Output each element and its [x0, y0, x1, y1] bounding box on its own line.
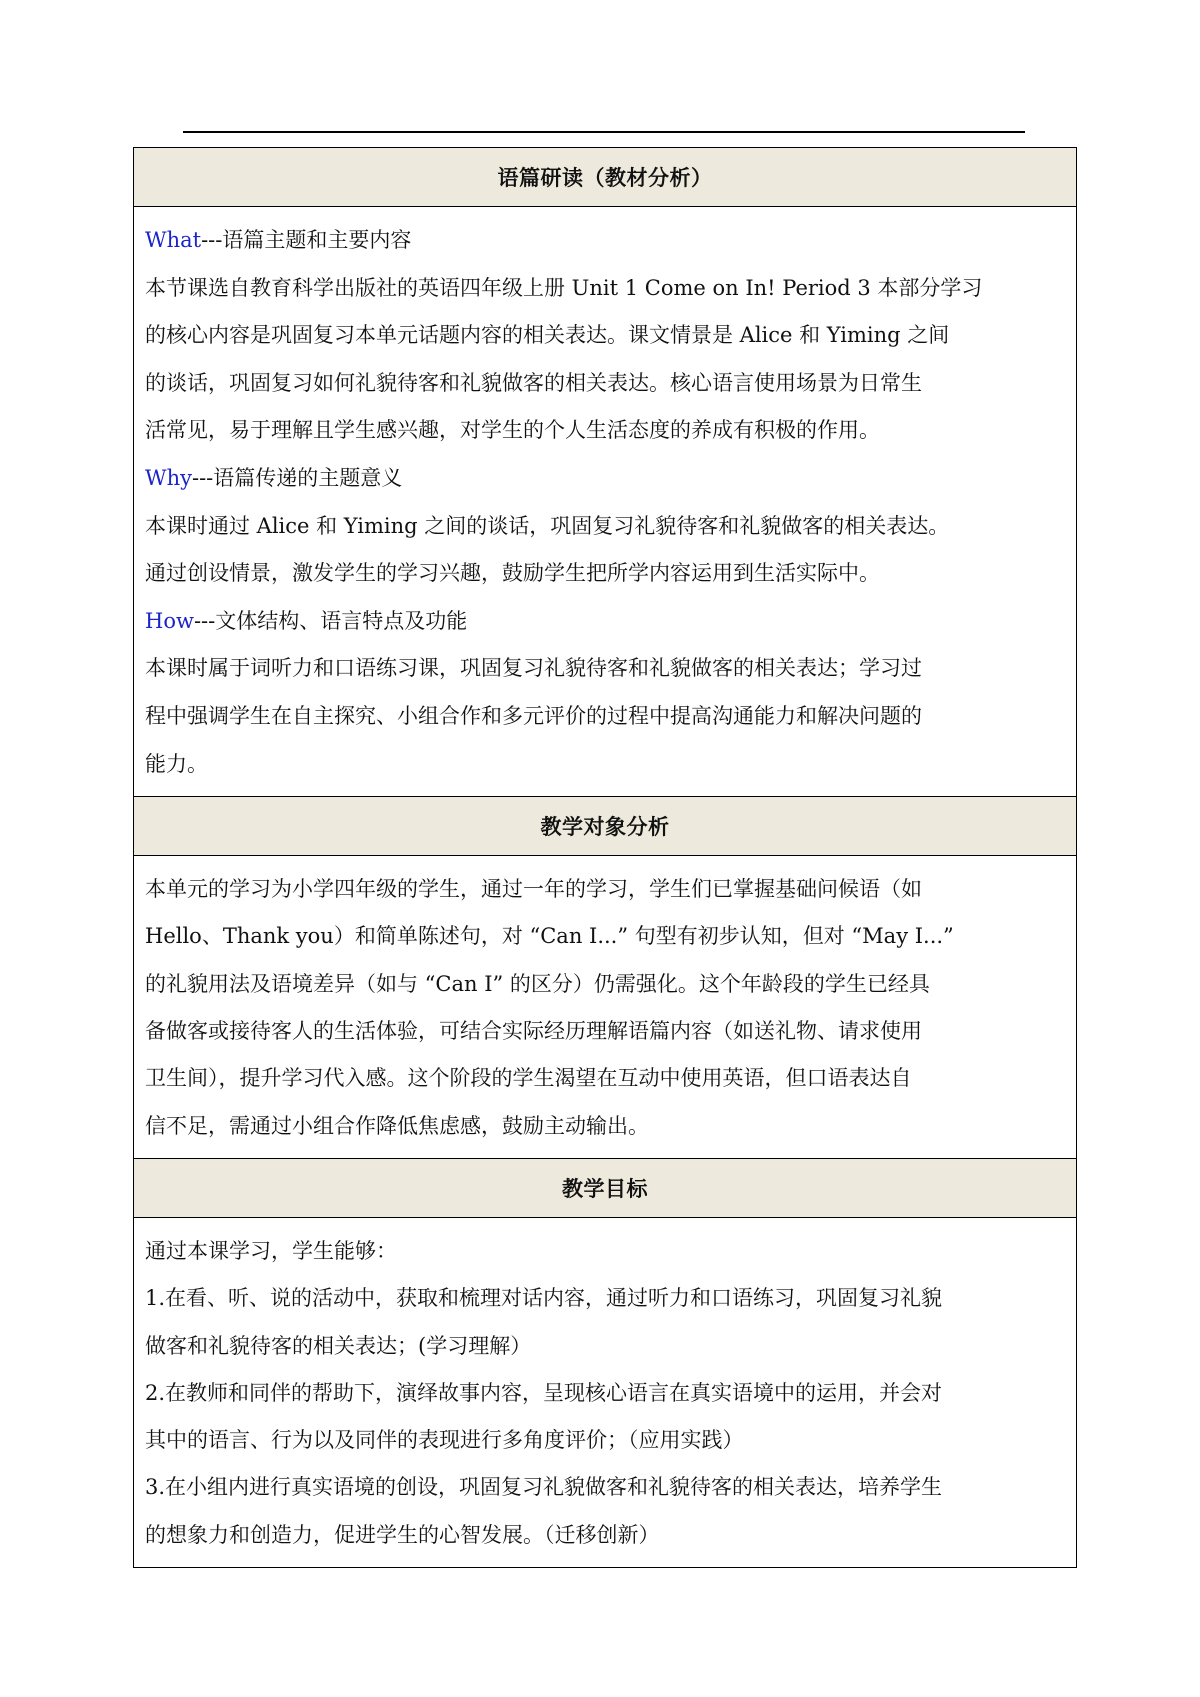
- section-heading-text-analysis: 语篇研读（教材分析）: [134, 148, 1077, 207]
- paragraph-line: 活常见，易于理解且学生感兴趣，对学生的个人生活态度的养成有积极的作用。: [145, 418, 880, 443]
- paragraph-line: 程中强调学生在自主探究、小组合作和多元评价的过程中提高沟通能力和解决问题的: [145, 703, 922, 728]
- what-label-rest: ---语篇主题和主要内容: [201, 228, 412, 252]
- paragraph-line: 能力。: [145, 751, 208, 776]
- paragraph-line: 卫生间），提升学习代入感。这个阶段的学生渴望在互动中使用英语，但口语表达自: [145, 1066, 912, 1091]
- paragraph-line: 通过创设情景，激发学生的学习兴趣，鼓励学生把所学内容运用到生活实际中。: [145, 561, 880, 586]
- objective-line: 其中的语言、行为以及同伴的表现进行多角度评价；（应用实践）: [145, 1428, 744, 1453]
- student-analysis-content: [134, 856, 1077, 1159]
- objective-line: 的想象力和创造力，促进学生的心智发展。（迁移创新）: [145, 1522, 660, 1547]
- paragraph-line: 本单元的学习为小学四年级的学生，通过一年的学习，学生们已掌握基础问候语（如: [145, 877, 922, 902]
- how-label-en: How: [145, 608, 194, 633]
- paragraph-line: 的礼貌用法及语境差异（如与 “Can I” 的区分）仍需强化。这个年龄段的学生已经具: [145, 971, 930, 996]
- objective-line: 3.在小组内进行真实语境的创设，巩固复习礼貌做客和礼貌待客的相关表达，培养学生: [145, 1475, 943, 1500]
- paragraph-line: 本节课选自教育科学出版社的英语四年级上册 Unit 1 Come on In! Period 3 本部分学习: [145, 275, 983, 300]
- paragraph-line: 备做客或接待客人的生活体验，可结合实际经历理解语篇内容（如送礼物、请求使用: [145, 1019, 922, 1044]
- paragraph-line: 通过本课学习，学生能够：: [145, 1238, 397, 1263]
- paragraph-line: 的核心内容是巩固复习本单元话题内容的相关表达。课文情景是 Alice 和 Yiming 之间: [145, 323, 950, 348]
- paragraph-line: Hello、Thank you）和简单陈述句，对 “Can I...” 句型有初步认知，但对 “May I...”: [145, 924, 954, 949]
- paragraph-line: 本课时属于词听力和口语练习课，巩固复习礼貌待客和礼貌做客的相关表达；学习过: [145, 656, 922, 681]
- what-label-en: What: [145, 228, 202, 252]
- objective-line: 1.在看、听、说的活动中，获取和梳理对话内容，通过听力和口语练习，巩固复习礼貌: [145, 1286, 943, 1311]
- what-label: [145, 217, 1066, 265]
- text-analysis-content: [134, 207, 1077, 797]
- paragraph-line: 的谈话，巩固复习如何礼貌待客和礼貌做客的相关表达。核心语言使用场景为日常生: [145, 370, 922, 395]
- how-label-rest: ---文体结构、语言特点及功能: [193, 608, 468, 633]
- header-rule: [183, 131, 1025, 133]
- why-label: [145, 455, 1066, 503]
- section-heading-student-analysis: 教学对象分析: [134, 797, 1077, 856]
- paragraph-line: 信不足，需通过小组合作降低焦虑感，鼓励主动输出。: [145, 1113, 649, 1138]
- section-heading-teaching-objectives: 教学目标: [134, 1158, 1077, 1217]
- teaching-objectives-content: [134, 1217, 1077, 1567]
- paragraph-line: 本课时通过 Alice 和 Yiming 之间的谈话，巩固复习礼貌待客和礼貌做客的相关表达。: [145, 513, 950, 538]
- lesson-plan-table: [133, 147, 1077, 1568]
- why-label-rest: ---语篇传递的主题意义: [191, 465, 403, 490]
- why-label-en: Why: [145, 465, 192, 490]
- objective-line: 做客和礼貌待客的相关表达；(学习理解）: [145, 1333, 532, 1358]
- how-label: [145, 598, 1066, 646]
- objective-line: 2.在教师和同伴的帮助下，演绎故事内容，呈现核心语言在真实语境中的运用，并会对: [145, 1380, 943, 1405]
